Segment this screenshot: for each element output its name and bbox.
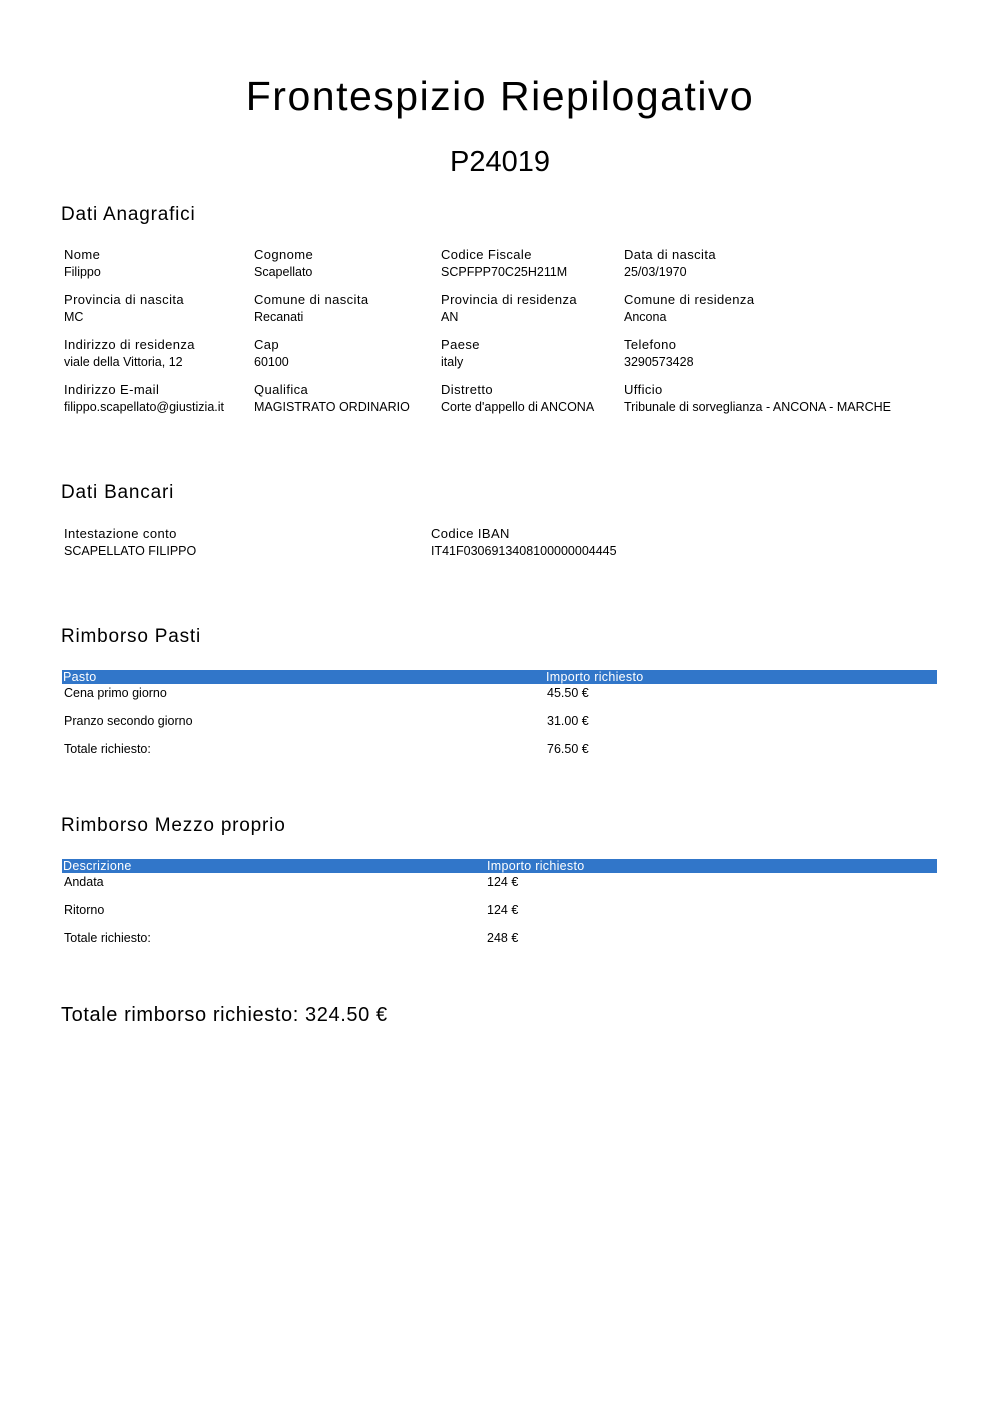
cell-importo: 124 € [487, 903, 519, 917]
field-indirizzo-residenza [64, 337, 195, 370]
section-title-mezzo: Rimborso Mezzo proprio [61, 815, 286, 836]
field-value: italy [441, 355, 464, 369]
section-title-pasti: Rimborso Pasti [61, 626, 202, 647]
field-data-nascita [624, 247, 716, 280]
field-value: IT41F0306913408100000004445 [431, 544, 617, 558]
field-label: Nome [64, 247, 101, 262]
field-email [64, 382, 224, 415]
field-codice-fiscale [441, 247, 567, 280]
field-paese [441, 337, 480, 370]
field-label: Intestazione conto [64, 526, 177, 541]
document-code: P24019 [450, 146, 550, 178]
field-value: MC [64, 310, 84, 324]
field-codice-iban [431, 526, 617, 559]
field-label: Paese [441, 337, 480, 352]
field-label: Ufficio [624, 382, 663, 397]
cell-importo: 45.50 € [547, 686, 589, 700]
field-value: Corte d'appello di ANCONA [441, 400, 595, 414]
field-label: Data di nascita [624, 247, 716, 262]
field-cap [254, 337, 289, 370]
field-value: filippo.scapellato@giustizia.it [64, 400, 224, 414]
field-label: Comune di residenza [624, 292, 755, 307]
field-value: 60100 [254, 355, 289, 369]
field-label: Cap [254, 337, 280, 352]
field-value: Ancona [624, 310, 667, 324]
field-intestazione-conto [64, 526, 196, 559]
field-provincia-nascita [64, 292, 184, 325]
field-label: Provincia di nascita [64, 292, 184, 307]
pasti-table-header [62, 670, 937, 684]
field-comune-nascita [254, 292, 368, 325]
cell-descrizione: Andata [64, 875, 104, 889]
field-label: Indirizzo E-mail [64, 382, 160, 397]
field-value: Recanati [254, 310, 304, 324]
field-qualifica [254, 382, 410, 415]
field-label: Codice IBAN [431, 526, 510, 541]
field-value: SCAPELLATO FILIPPO [64, 544, 197, 558]
field-label: Cognome [254, 247, 314, 262]
field-label: Comune di nascita [254, 292, 369, 307]
cell-total-label: Totale richiesto: [64, 931, 151, 945]
field-ufficio [624, 382, 891, 415]
mezzo-table-header [62, 859, 937, 873]
field-value: Tribunale di sorveglianza - ANCONA - MARCHE [624, 400, 891, 414]
column-header-descrizione: Descrizione [62, 859, 484, 873]
field-telefono [624, 337, 694, 370]
field-value: SCPFPP70C25H211M [441, 265, 568, 279]
field-value: viale della Vittoria, 12 [64, 355, 183, 369]
field-label: Telefono [624, 337, 677, 352]
cell-descrizione: Ritorno [64, 903, 105, 917]
field-label: Provincia di residenza [441, 292, 577, 307]
grand-total: Totale rimborso richiesto: 324.50 € [61, 1004, 388, 1026]
column-header-pasto: Pasto [62, 670, 543, 684]
field-label: Codice Fiscale [441, 247, 532, 262]
field-label: Indirizzo di residenza [64, 337, 195, 352]
field-value: AN [441, 310, 459, 324]
cell-total-value: 76.50 € [547, 742, 589, 756]
cell-total-label: Totale richiesto: [64, 742, 151, 756]
cell-importo: 31.00 € [547, 714, 589, 728]
section-title-anagrafica: Dati Anagrafici [61, 204, 196, 225]
field-label: Distretto [441, 382, 494, 397]
column-header-importo: Importo richiesto [486, 859, 937, 873]
section-title-bancari: Dati Bancari [61, 482, 175, 503]
field-value: 25/03/1970 [624, 265, 687, 279]
cell-pasto: Cena primo giorno [64, 686, 167, 700]
field-value: 3290573428 [624, 355, 694, 369]
page-title: Frontespizio Riepilogativo [245, 73, 755, 119]
field-label: Qualifica [254, 382, 309, 397]
field-value: Scapellato [254, 265, 313, 279]
column-header-importo: Importo richiesto [545, 670, 937, 684]
field-provincia-residenza [441, 292, 577, 325]
field-cognome [254, 247, 313, 280]
cell-importo: 124 € [487, 875, 519, 889]
cell-pasto: Pranzo secondo giorno [64, 714, 193, 728]
field-value: Filippo [64, 265, 101, 279]
field-value: MAGISTRATO ORDINARIO [254, 400, 410, 414]
cell-total-value: 248 € [487, 931, 519, 945]
field-distretto [441, 382, 594, 415]
field-comune-residenza [624, 292, 754, 325]
field-nome [64, 247, 101, 280]
